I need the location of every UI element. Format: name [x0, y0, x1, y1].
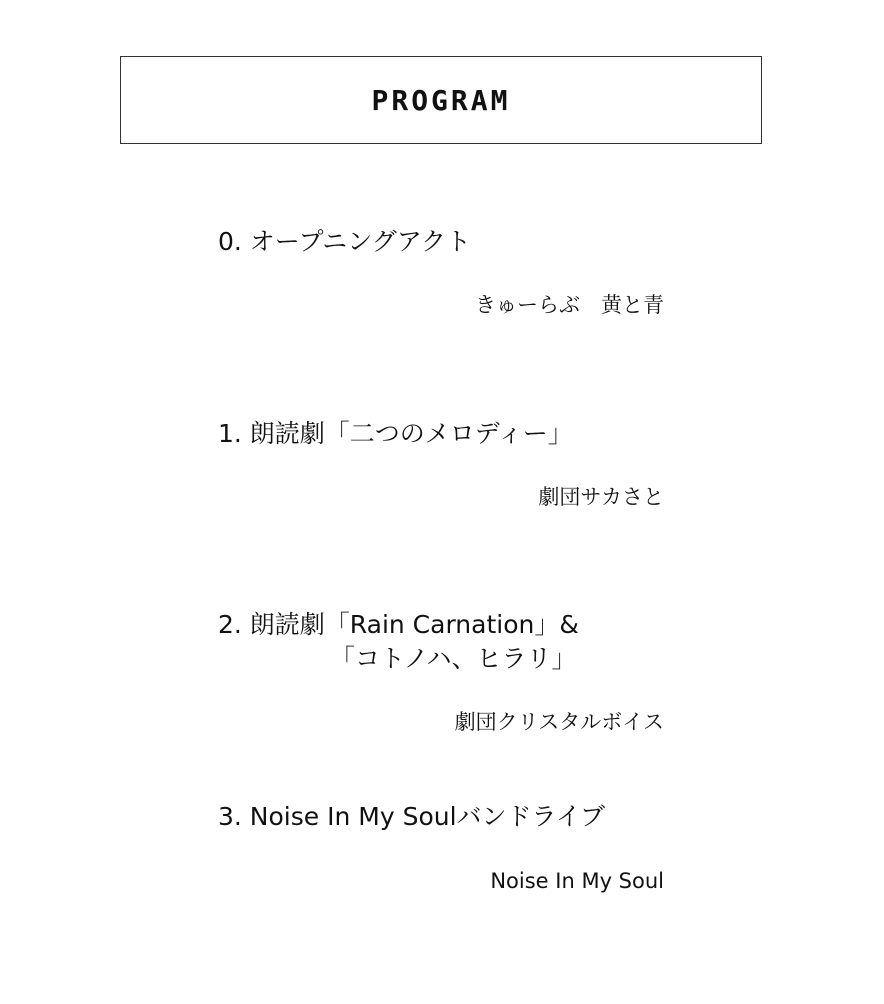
program-item-title-2 [218, 608, 579, 676]
program-item-performer-0: きゅーらぶ 黄と青 [475, 293, 664, 317]
program-item-performer-3: Noise In My Soul [490, 869, 664, 893]
program-item-performer-2: 劇団クリスタルボイス [454, 710, 664, 734]
program-header-box [120, 56, 762, 144]
program-item-title-3: 3. Noise In My Soulバンドライブ [218, 802, 606, 831]
program-item-performer-1: 劇団サカさと [538, 485, 664, 509]
page-title: PROGRAM [371, 83, 511, 117]
program-item-title-2-line1: 2. 朗読劇「Rain Carnation」& [218, 610, 579, 639]
program-item-title-1: 1. 朗読劇「二つのメロディー」 [218, 419, 573, 448]
program-item-title-2-line2: 「コトノハ、ヒラリ」 [330, 644, 577, 673]
program-item-title-0: 0. オープニングアクト [218, 227, 472, 256]
